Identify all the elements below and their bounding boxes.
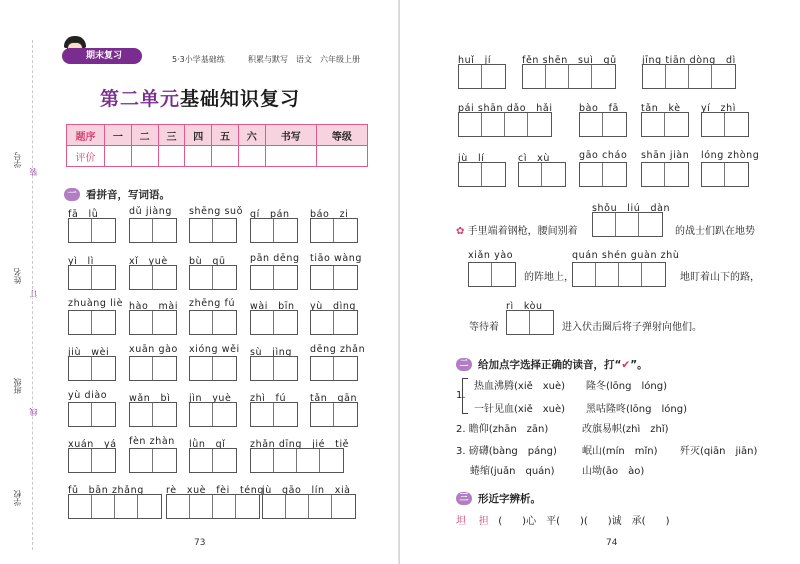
pinyin-text: bù qū — [189, 256, 226, 267]
character-box[interactable] — [251, 357, 274, 380]
character-box[interactable] — [311, 266, 334, 289]
character-box[interactable] — [251, 449, 274, 472]
answer-boxes — [458, 112, 552, 137]
answer-boxes — [68, 402, 116, 427]
score-cell[interactable] — [105, 146, 132, 167]
pinyin-text: zhēng fú — [189, 298, 236, 309]
q2-item-2a[interactable]: 2. 瞻仰(zhān zān) — [456, 424, 549, 435]
pinyin-text: xuān gào — [129, 344, 178, 355]
answer-boxes — [129, 448, 177, 473]
cut-mark-1: 装 — [29, 168, 38, 176]
cut-mark-3: 线 — [29, 408, 38, 416]
character-box[interactable] — [642, 163, 665, 186]
pinyin-text: jiù wèi — [68, 347, 110, 358]
answer-boxes — [250, 218, 298, 243]
student-id-label: 学号 — [13, 152, 22, 168]
character-box[interactable] — [92, 311, 115, 334]
character-box[interactable] — [546, 65, 569, 88]
character-box[interactable] — [311, 357, 334, 380]
answer-boxes — [189, 402, 237, 427]
q3-char-1: 坦 — [456, 516, 466, 527]
character-box[interactable] — [274, 311, 297, 334]
passage-text: 手里端着钢枪，腰间别着 — [467, 226, 578, 237]
answer-boxes — [518, 162, 566, 187]
character-box[interactable] — [334, 403, 357, 426]
pinyin-text: xióng wěi — [189, 344, 240, 355]
answer-boxes — [310, 310, 358, 335]
character-box[interactable] — [702, 113, 725, 136]
pinyin-text: pān dēng — [250, 253, 300, 264]
section-label-end: ”。 — [630, 359, 648, 371]
character-box[interactable] — [153, 357, 176, 380]
pinyin-text: jù gāo lín xià — [262, 485, 351, 496]
character-box[interactable] — [190, 357, 213, 380]
answer-boxes — [642, 64, 736, 89]
pinyin-text: rì kòu — [506, 301, 543, 312]
section-number-badge: 一 — [64, 188, 80, 201]
character-box[interactable] — [92, 219, 115, 242]
character-box[interactable] — [213, 449, 236, 472]
character-box[interactable] — [492, 263, 515, 286]
character-box[interactable] — [334, 219, 357, 242]
character-box[interactable] — [505, 113, 528, 136]
pinyin-text: quán shén guàn zhù — [572, 250, 680, 261]
character-box[interactable] — [130, 266, 153, 289]
character-box[interactable] — [251, 266, 274, 289]
score-cell[interactable] — [185, 146, 212, 167]
character-box[interactable] — [190, 219, 213, 242]
score-cell[interactable] — [238, 146, 265, 167]
pinyin-text: cì xù — [518, 153, 551, 164]
q2-item-3d[interactable]: 蜷缩(juǎn quán) — [470, 466, 555, 477]
grade-table-score-row — [67, 146, 368, 167]
answer-boxes — [189, 448, 237, 473]
character-box[interactable] — [274, 266, 297, 289]
q2-item-2b[interactable]: 改旗易帜(zhì zhǐ) — [582, 424, 669, 435]
grade-header-cell: 六 — [238, 125, 265, 146]
q2-item-3c[interactable]: 歼灭(qiān jiān) — [680, 446, 758, 457]
pinyin-text: yù diào — [68, 390, 108, 401]
pinyin-text: jù lí — [458, 153, 485, 164]
character-box[interactable] — [153, 311, 176, 334]
grade-table-header-row — [67, 125, 368, 146]
character-box[interactable] — [92, 357, 115, 380]
q3-blanks[interactable]: ( )心 平( )( )诚 承( ) — [498, 516, 670, 527]
answer-boxes — [129, 310, 177, 335]
character-box[interactable] — [519, 163, 542, 186]
character-box[interactable] — [69, 403, 92, 426]
answer-boxes — [189, 265, 237, 290]
pinyin-text: jīng tiān dòng dì — [642, 55, 736, 66]
grade-header-cell: 题序 — [67, 125, 105, 146]
pinyin-text: tǎn gān — [310, 393, 358, 404]
passage-line-1-end: 的战士们趴在地势 — [675, 226, 755, 237]
character-box[interactable] — [190, 403, 213, 426]
character-box[interactable] — [115, 495, 138, 518]
character-box[interactable] — [251, 311, 274, 334]
character-box[interactable] — [263, 495, 286, 518]
grade-header-cell: 一 — [105, 125, 132, 146]
school-label: 学校 — [13, 490, 22, 506]
character-box[interactable] — [190, 449, 213, 472]
pinyin-text: bào fā — [579, 103, 619, 114]
character-box[interactable] — [642, 113, 665, 136]
pinyin-text: yì lì — [68, 256, 95, 267]
title-unit: 第二单元 — [99, 88, 180, 110]
pinyin-text: tǎn kè — [641, 103, 681, 114]
character-box[interactable] — [213, 219, 236, 242]
character-box[interactable] — [530, 311, 553, 334]
character-box[interactable] — [596, 263, 619, 286]
character-box[interactable] — [311, 311, 334, 334]
character-box[interactable] — [213, 266, 236, 289]
pinyin-text: hào mài — [129, 301, 179, 312]
character-box[interactable] — [666, 65, 689, 88]
character-box[interactable] — [459, 65, 482, 88]
q2-item-3a[interactable]: 3. 磅礴(bàng páng) — [456, 446, 557, 457]
q3-char-2: 担 — [478, 516, 489, 527]
pinyin-text: rè xuè fèi téng — [166, 485, 264, 496]
character-box[interactable] — [92, 495, 115, 518]
answer-boxes — [189, 310, 237, 335]
character-box[interactable] — [69, 311, 92, 334]
character-box[interactable] — [616, 213, 639, 236]
character-box[interactable] — [665, 163, 688, 186]
pinyin-text: dēng zhǎn — [310, 344, 366, 355]
q2-item-1c[interactable]: 一针见血(xiě xuè) — [474, 404, 566, 415]
score-cell[interactable] — [316, 146, 367, 167]
score-label-cell: 评价 — [67, 146, 105, 167]
character-box[interactable] — [153, 266, 176, 289]
character-box[interactable] — [236, 495, 259, 518]
pinyin-text: wǎn bì — [129, 393, 171, 404]
character-box[interactable] — [689, 65, 712, 88]
character-box[interactable] — [580, 113, 603, 136]
character-box[interactable] — [274, 449, 297, 472]
character-box[interactable] — [642, 263, 665, 286]
q2-bracket — [462, 378, 468, 414]
character-box[interactable] — [311, 219, 334, 242]
character-box[interactable] — [92, 403, 115, 426]
character-box[interactable] — [213, 495, 236, 518]
pinyin-text: jìn yuè — [189, 393, 232, 404]
star-icon: ✿ — [456, 226, 465, 237]
pinyin-text: xuán yá — [68, 439, 117, 450]
character-box[interactable] — [92, 449, 115, 472]
cut-mark-2: 订 — [29, 290, 38, 298]
answer-boxes — [701, 162, 749, 187]
answer-boxes — [468, 262, 516, 287]
q2-item-1a[interactable]: 热血沸腾(xiě xuè) — [474, 381, 566, 392]
character-box[interactable] — [542, 163, 565, 186]
answer-boxes — [572, 262, 666, 287]
answer-boxes — [458, 64, 506, 89]
pinyin-text: wài bīn — [250, 301, 295, 312]
section-number-badge: 二 — [456, 358, 472, 371]
answer-boxes — [129, 265, 177, 290]
answer-boxes — [250, 265, 298, 290]
score-cell[interactable] — [265, 146, 316, 167]
passage-line-3-start: 等待着 — [469, 322, 499, 333]
character-box[interactable] — [469, 263, 492, 286]
character-box[interactable] — [643, 65, 666, 88]
character-box[interactable] — [507, 311, 530, 334]
character-box[interactable] — [309, 495, 332, 518]
section-label: 看拼音，写词语。 — [86, 189, 170, 201]
answer-boxes — [68, 265, 116, 290]
character-box[interactable] — [286, 495, 309, 518]
pinyin-text: shēng suǒ — [189, 206, 244, 217]
pinyin-text: fā lǜ — [68, 209, 99, 220]
q3-row — [456, 512, 669, 527]
character-box[interactable] — [573, 263, 596, 286]
character-box[interactable] — [130, 311, 153, 334]
passage-line-2-mid: 的阵地上， — [524, 272, 574, 283]
answer-boxes — [522, 64, 616, 89]
character-box[interactable] — [69, 266, 92, 289]
character-box[interactable] — [130, 403, 153, 426]
section-3-heading — [456, 491, 541, 506]
character-box[interactable] — [639, 213, 662, 236]
answer-boxes — [250, 356, 298, 381]
character-box[interactable] — [528, 113, 551, 136]
title-main: 基础知识复习 — [180, 88, 301, 110]
answer-boxes — [166, 494, 260, 519]
character-box[interactable] — [92, 266, 115, 289]
answer-boxes — [250, 448, 344, 473]
character-box[interactable] — [153, 403, 176, 426]
answer-boxes — [310, 402, 358, 427]
character-box[interactable] — [138, 495, 161, 518]
character-box[interactable] — [523, 65, 546, 88]
pinyin-text: xiǎn yào — [468, 250, 514, 261]
answer-boxes — [701, 112, 749, 137]
character-box[interactable] — [725, 163, 748, 186]
character-box[interactable] — [580, 163, 603, 186]
answer-boxes — [129, 218, 177, 243]
character-box[interactable] — [459, 113, 482, 136]
character-box[interactable] — [274, 403, 297, 426]
pinyin-text: sù jìng — [250, 347, 293, 358]
character-box[interactable] — [332, 495, 355, 518]
character-box[interactable] — [69, 357, 92, 380]
character-box[interactable] — [334, 266, 357, 289]
character-box[interactable] — [592, 65, 615, 88]
character-box[interactable] — [702, 163, 725, 186]
pinyin-text: fèn zhàn — [129, 436, 175, 447]
answer-boxes — [129, 356, 177, 381]
answer-boxes — [129, 402, 177, 427]
character-box[interactable] — [482, 65, 505, 88]
grade-header-cell: 三 — [158, 125, 185, 146]
character-box[interactable] — [712, 65, 735, 88]
grade-header-cell: 书写 — [265, 125, 316, 146]
character-box[interactable] — [167, 495, 190, 518]
pinyin-text: yí zhì — [701, 103, 737, 114]
page-title — [0, 84, 400, 111]
answer-boxes — [68, 448, 116, 473]
name-label: 姓名 — [13, 268, 22, 284]
pinyin-text: pái shān dǎo hǎi — [458, 103, 553, 114]
character-box[interactable] — [251, 219, 274, 242]
section-2-heading — [456, 357, 648, 372]
score-cell[interactable] — [158, 146, 185, 167]
character-box[interactable] — [130, 449, 153, 472]
grade-header-cell: 四 — [185, 125, 212, 146]
pinyin-text: fǔ bān zhǎng — [68, 485, 144, 496]
answer-boxes — [310, 356, 358, 381]
character-box[interactable] — [482, 163, 505, 186]
pinyin-text: shān jiàn — [641, 150, 690, 161]
q2-item-3e[interactable]: 山坳(āo ào) — [582, 466, 645, 477]
q2-item-1b[interactable]: 隆冬(lōng lóng) — [586, 381, 667, 392]
series-name: 5·3小学基础练 — [172, 55, 225, 64]
checkmark-icon: ✔ — [621, 358, 631, 371]
section-number-badge: 三 — [456, 492, 472, 505]
pinyin-text: huǐ jí — [458, 55, 492, 66]
character-box[interactable] — [153, 219, 176, 242]
answer-boxes — [189, 356, 237, 381]
answer-boxes — [68, 310, 116, 335]
character-box[interactable] — [213, 403, 236, 426]
pinyin-text: lóng zhòng — [701, 150, 760, 161]
character-box[interactable] — [190, 495, 213, 518]
pinyin-text: zhì fú — [250, 393, 287, 404]
pinyin-text: fěn shēn suì gǔ — [522, 55, 617, 66]
pinyin-text: shǒu liú dàn — [592, 203, 671, 214]
pinyin-text: tiāo wàng — [310, 253, 363, 264]
character-box[interactable] — [130, 219, 153, 242]
q2-item-1d[interactable]: 黑咕隆咚(lōng lóng) — [586, 404, 687, 415]
series-tags: 积累与默写 语文 六年级上册 — [248, 55, 360, 64]
answer-boxes — [68, 356, 116, 381]
passage-line-1-start — [456, 222, 578, 237]
answer-boxes — [641, 112, 689, 137]
answer-boxes — [262, 494, 356, 519]
character-box[interactable] — [153, 449, 176, 472]
character-box[interactable] — [274, 219, 297, 242]
character-box[interactable] — [130, 357, 153, 380]
character-box[interactable] — [311, 403, 334, 426]
review-badge: 期末复习 — [62, 48, 142, 64]
pinyin-text: báo zi — [310, 209, 349, 220]
character-box[interactable] — [603, 163, 626, 186]
q2-item-1-number: 1. — [456, 390, 466, 401]
page-number-right: 74 — [606, 538, 618, 548]
answer-boxes — [68, 218, 116, 243]
answer-boxes — [68, 494, 162, 519]
section-1-heading — [64, 187, 170, 202]
answer-boxes — [189, 218, 237, 243]
character-box[interactable] — [320, 449, 343, 472]
character-box[interactable] — [619, 263, 642, 286]
answer-boxes — [579, 162, 627, 187]
character-box[interactable] — [334, 311, 357, 334]
score-cell[interactable] — [131, 146, 158, 167]
answer-boxes — [579, 112, 627, 137]
class-label: 班级 — [13, 378, 22, 394]
pinyin-text: zhuàng liè — [68, 298, 124, 309]
answer-boxes — [458, 162, 506, 187]
character-box[interactable] — [569, 65, 592, 88]
character-box[interactable] — [213, 357, 236, 380]
character-box[interactable] — [725, 113, 748, 136]
answer-boxes — [250, 310, 298, 335]
character-box[interactable] — [69, 219, 92, 242]
character-box[interactable] — [213, 311, 236, 334]
answer-boxes — [506, 310, 554, 335]
character-box[interactable] — [190, 311, 213, 334]
character-box[interactable] — [482, 113, 505, 136]
character-box[interactable] — [190, 266, 213, 289]
pinyin-text: xǐ yuè — [129, 256, 168, 267]
page-number-left: 73 — [194, 538, 206, 548]
passage-line-3-end: 进入伏击圈后将子弹射向他们。 — [562, 322, 702, 333]
character-box[interactable] — [334, 357, 357, 380]
grade-header-cell: 二 — [131, 125, 158, 146]
character-box[interactable] — [69, 495, 92, 518]
character-box[interactable] — [69, 449, 92, 472]
character-box[interactable] — [297, 449, 320, 472]
character-box[interactable] — [665, 113, 688, 136]
character-box[interactable] — [251, 403, 274, 426]
pinyin-text: gāo cháo — [579, 150, 628, 161]
section-label: 形近字辨析。 — [478, 493, 541, 505]
answer-boxes — [250, 402, 298, 427]
answer-boxes — [592, 212, 663, 237]
q2-item-3b[interactable]: 岷山(mín mǐn) — [582, 446, 658, 457]
character-box[interactable] — [459, 163, 482, 186]
answer-boxes — [310, 265, 358, 290]
grade-header-cell: 等级 — [316, 125, 367, 146]
score-cell[interactable] — [212, 146, 239, 167]
character-box[interactable] — [593, 213, 616, 236]
pinyin-text: dǔ jiàng — [129, 206, 173, 217]
grade-table — [66, 124, 368, 167]
pinyin-text: lǜn qǐ — [189, 439, 226, 450]
answer-boxes — [641, 162, 689, 187]
pinyin-text: zhǎn dīng jié tiě — [250, 439, 350, 450]
pinyin-text: yù dìng — [310, 301, 357, 312]
character-box[interactable] — [274, 357, 297, 380]
grade-header-cell: 五 — [212, 125, 239, 146]
answer-boxes — [310, 218, 358, 243]
pinyin-text: qí pán — [250, 209, 290, 220]
passage-line-2-end: 地盯着山下的路， — [680, 272, 760, 283]
section-label: 给加点字选择正确的读音，打“ — [478, 359, 622, 371]
character-box[interactable] — [603, 113, 626, 136]
